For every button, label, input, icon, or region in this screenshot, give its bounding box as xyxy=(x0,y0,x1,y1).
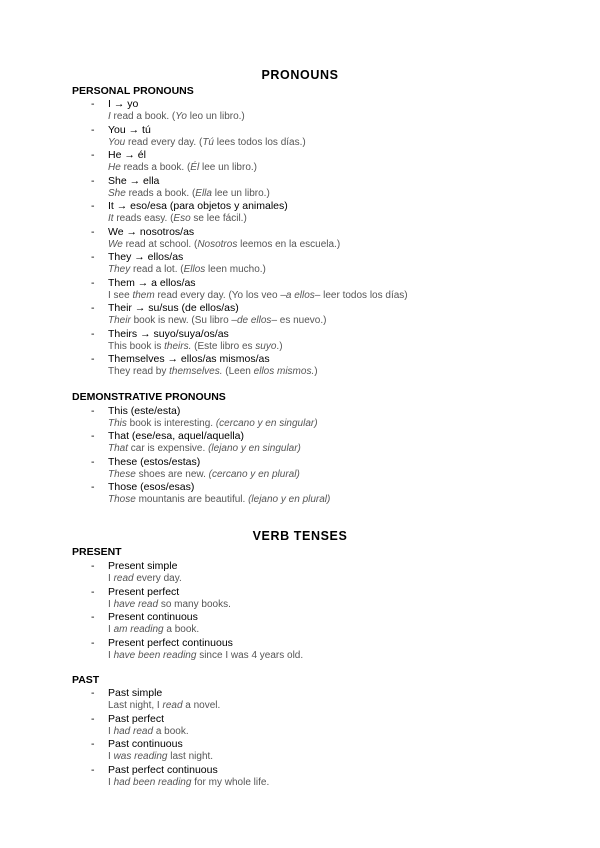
bullet-dash: - xyxy=(91,302,95,314)
item-heading: They → ellos/as xyxy=(108,251,184,263)
item-heading: Them → a ellos/as xyxy=(108,276,196,289)
item-example xyxy=(108,700,220,711)
bullet-dash: - xyxy=(91,611,95,623)
verb-tenses-title: VERB TENSES xyxy=(252,529,348,543)
example-text: book is interesting. xyxy=(126,418,216,429)
example-text: I xyxy=(108,598,114,610)
item-heading: Themselves → ellos/as mismos/as xyxy=(108,353,270,365)
example-text: I xyxy=(108,725,114,737)
item-example xyxy=(108,469,300,480)
example-emphasis: read xyxy=(113,573,134,584)
item-example xyxy=(108,111,245,122)
list-item xyxy=(0,302,600,328)
bullet-dash: - xyxy=(91,149,95,161)
example-text: read a book. ( xyxy=(110,111,176,122)
example-emphasis: suyo xyxy=(255,340,277,352)
item-heading: Present perfect xyxy=(108,585,180,598)
example-emphasis: have read xyxy=(113,598,159,610)
list-item xyxy=(0,586,600,612)
item-heading: These (estos/estas) xyxy=(108,455,201,468)
bullet-dash: - xyxy=(91,585,95,598)
item-heading: I → yo xyxy=(108,98,139,110)
bullet-dash: - xyxy=(91,405,95,417)
bullet-dash: - xyxy=(91,327,95,340)
item-heading: Past perfect xyxy=(108,712,165,725)
example-emphasis: (lejano y en plural) xyxy=(248,493,331,505)
item-example xyxy=(108,162,257,173)
example-text: reads easy. ( xyxy=(113,213,174,224)
bullet-dash: - xyxy=(91,712,95,725)
example-text: (Leen xyxy=(222,366,254,377)
example-emphasis: He xyxy=(108,162,121,173)
example-emphasis: Nosotros xyxy=(197,238,238,250)
example-emphasis: Those xyxy=(108,493,136,505)
list-item xyxy=(0,149,600,175)
item-heading: Theirs → suyo/suya/os/as xyxy=(108,327,229,340)
example-emphasis: Ellos xyxy=(183,264,206,275)
list-item xyxy=(0,637,600,663)
list-item xyxy=(0,277,600,303)
example-text: a book. xyxy=(163,624,200,635)
list-item xyxy=(0,611,600,637)
example-emphasis: had been reading xyxy=(113,776,192,788)
example-text: book is new. (Su libro – xyxy=(130,315,237,326)
example-text: I xyxy=(108,573,114,584)
list-item xyxy=(0,98,600,124)
list-item xyxy=(0,430,600,456)
example-text: Last night, I xyxy=(108,700,163,711)
bullet-dash: - xyxy=(91,763,95,776)
bullet-dash: - xyxy=(91,353,95,365)
example-emphasis: It xyxy=(108,213,114,224)
item-example xyxy=(108,137,306,148)
item-heading: That (ese/esa, aquel/aquella) xyxy=(108,430,245,443)
example-emphasis: Ella xyxy=(195,187,212,199)
list-item xyxy=(0,738,600,764)
example-text: I xyxy=(108,649,114,661)
item-example xyxy=(108,315,326,326)
item-example xyxy=(108,573,182,584)
item-example xyxy=(108,418,318,429)
example-emphasis: them xyxy=(132,289,155,301)
item-example xyxy=(108,366,318,377)
example-text: for my whole life. xyxy=(191,776,270,788)
bullet-dash: - xyxy=(91,225,95,238)
example-text: I xyxy=(108,624,114,635)
bullet-dash: - xyxy=(91,430,95,443)
item-heading: We → nosotros/as xyxy=(108,225,195,238)
item-example xyxy=(108,751,213,762)
example-text: a book. xyxy=(153,725,189,737)
item-heading: It → eso/esa (para objetos y animales) xyxy=(108,200,288,212)
item-heading: Present perfect continuous xyxy=(108,636,233,649)
bullet-dash: - xyxy=(91,276,95,289)
bullet-dash: - xyxy=(91,738,95,750)
example-text: lees todos los días.) xyxy=(214,136,306,148)
bullet-dash: - xyxy=(91,687,95,699)
example-text: shoes are new. xyxy=(135,468,209,480)
example-text: They read by xyxy=(108,366,170,377)
example-emphasis: (cercano y en plural) xyxy=(208,468,300,480)
example-emphasis: You xyxy=(108,136,126,148)
example-emphasis: They xyxy=(108,264,131,275)
item-example xyxy=(108,264,266,275)
item-example xyxy=(108,239,340,250)
item-heading: You → tú xyxy=(108,123,151,136)
example-emphasis: I xyxy=(108,111,111,122)
list-item xyxy=(0,481,600,507)
item-example xyxy=(108,443,301,454)
list-item xyxy=(0,226,600,252)
example-text: se lee fácil.) xyxy=(190,213,247,224)
list-item xyxy=(0,764,600,790)
list-item xyxy=(0,175,600,201)
item-heading: He → él xyxy=(108,149,146,161)
item-example xyxy=(108,777,269,788)
example-emphasis: a ellos xyxy=(285,289,315,301)
list-item xyxy=(0,456,600,482)
example-emphasis: have been reading xyxy=(113,649,197,661)
example-text: read every day. (Yo los veo – xyxy=(154,289,286,301)
item-heading: Past continuous xyxy=(108,738,183,750)
example-emphasis: ellos mismos. xyxy=(253,366,315,377)
example-text: – es nuevo.) xyxy=(271,315,327,326)
example-emphasis: themselves. xyxy=(169,366,223,377)
example-emphasis: She xyxy=(108,187,126,199)
example-text: read at school. ( xyxy=(122,238,198,250)
example-emphasis: (lejano y en singular) xyxy=(208,443,301,455)
item-example xyxy=(108,290,408,301)
example-text: car is expensive. xyxy=(128,443,209,455)
example-emphasis: We xyxy=(108,238,123,250)
example-emphasis: de ellos xyxy=(236,315,272,326)
example-emphasis: (cercano y en singular) xyxy=(215,418,318,429)
list-item xyxy=(0,124,600,150)
example-text: reads a book. ( xyxy=(120,162,191,173)
bullet-dash: - xyxy=(91,480,95,493)
example-emphasis: Their xyxy=(108,315,131,326)
example-text: leen mucho.) xyxy=(205,264,266,275)
present-heading: PRESENT xyxy=(72,546,122,558)
past-heading: PAST xyxy=(72,674,100,686)
bullet-dash: - xyxy=(91,636,95,649)
pronouns-title: PRONOUNS xyxy=(261,68,339,82)
example-text: read a lot. ( xyxy=(130,264,184,275)
list-item xyxy=(0,687,600,713)
list-item xyxy=(0,200,600,226)
item-heading: Those (esos/esas) xyxy=(108,480,195,493)
list-item xyxy=(0,405,600,431)
personal-pronouns-heading: PERSONAL PRONOUNS xyxy=(72,85,194,97)
item-heading: Present continuous xyxy=(108,611,198,623)
item-heading: Present simple xyxy=(108,560,178,572)
list-item xyxy=(0,353,600,379)
item-heading: Past perfect continuous xyxy=(108,763,218,776)
bullet-dash: - xyxy=(91,560,95,572)
demonstrative-pronouns-heading: DEMONSTRATIVE PRONOUNS xyxy=(72,391,226,403)
example-emphasis: was reading xyxy=(113,751,168,762)
example-text: leo un libro.) xyxy=(186,111,245,122)
item-example xyxy=(108,494,330,505)
example-emphasis: read xyxy=(162,700,183,711)
example-text: This book is xyxy=(108,340,165,352)
example-emphasis: Yo xyxy=(175,111,187,122)
example-text: since I was 4 years old. xyxy=(196,649,304,661)
example-text: I see xyxy=(108,289,133,301)
item-example xyxy=(108,599,231,610)
example-emphasis: Tú xyxy=(202,136,214,148)
bullet-dash: - xyxy=(91,455,95,468)
example-emphasis: This xyxy=(108,418,127,429)
example-text: I xyxy=(108,751,114,762)
example-text: read every day. ( xyxy=(125,136,203,148)
example-text: every day. xyxy=(133,573,182,584)
item-heading: Their → su/sus (de ellos/as) xyxy=(108,302,239,314)
example-emphasis: Eso xyxy=(173,213,191,224)
list-item xyxy=(0,251,600,277)
example-text: a novel. xyxy=(182,700,221,711)
item-example xyxy=(108,341,283,352)
list-item xyxy=(0,328,600,354)
bullet-dash: - xyxy=(91,251,95,263)
example-emphasis: Él xyxy=(190,162,200,173)
bullet-dash: - xyxy=(91,200,95,212)
example-text: reads a book. ( xyxy=(125,187,196,199)
example-text: lee un libro.) xyxy=(199,162,257,173)
example-text: lee un libro.) xyxy=(211,187,270,199)
example-emphasis: am reading xyxy=(113,624,164,635)
item-heading: Past simple xyxy=(108,687,163,699)
example-emphasis: These xyxy=(108,468,136,480)
item-example xyxy=(108,624,199,635)
bullet-dash: - xyxy=(91,98,95,110)
list-item xyxy=(0,713,600,739)
item-heading: This (este/esta) xyxy=(108,405,181,417)
example-text: (Este libro es xyxy=(191,340,256,352)
example-text: mountanis are beautiful. xyxy=(135,493,249,505)
example-text: – leer todos los días) xyxy=(314,289,408,301)
example-text: so many books. xyxy=(158,598,231,610)
example-emphasis: theirs. xyxy=(164,340,192,352)
example-text: .) xyxy=(276,340,283,352)
item-example xyxy=(108,188,270,199)
bullet-dash: - xyxy=(91,123,95,136)
example-emphasis: had read xyxy=(113,725,154,737)
item-example xyxy=(108,726,189,737)
bullet-dash: - xyxy=(91,174,95,187)
list-item xyxy=(0,560,600,586)
item-example xyxy=(108,650,303,661)
example-text: last night. xyxy=(167,751,214,762)
example-text: I xyxy=(108,776,114,788)
item-heading: She → ella xyxy=(108,174,160,187)
example-text: ) xyxy=(314,366,318,377)
example-text: leemos en la escuela.) xyxy=(237,238,341,250)
example-emphasis: That xyxy=(108,443,129,455)
item-example xyxy=(108,213,247,224)
